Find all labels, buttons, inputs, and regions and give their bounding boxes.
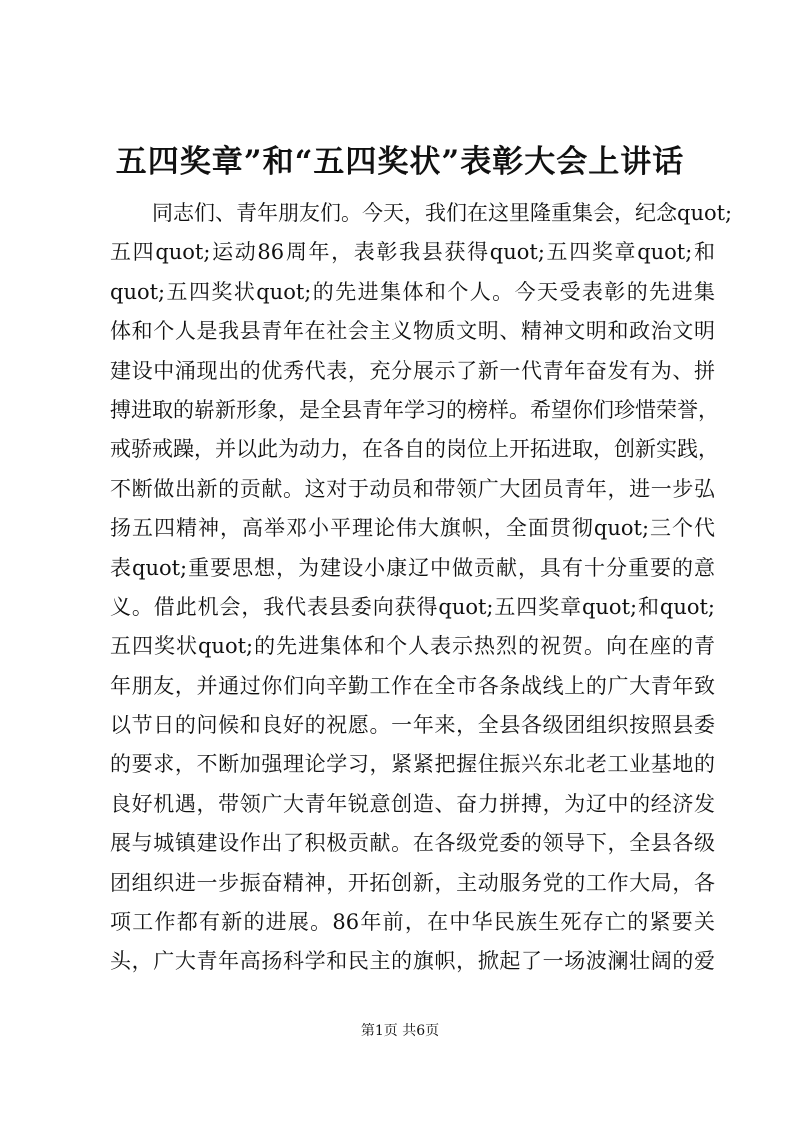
body-line: 不断做出新的贡献。这对于动员和带领广大团员青年，进一步弘 (110, 476, 715, 501)
body-line: 同志们、青年朋友们。今天，我们在这里隆重集会，纪念quot; (152, 201, 733, 225)
body-line: 以节日的问候和良好的祝愿。一年来，全县各级团组织按照县委 (110, 713, 715, 738)
body-line: 建设中涌现出的优秀代表，充分展示了新一代青年奋发有为、拼 (110, 358, 715, 383)
body-line: 五四quot;运动86周年，表彰我县获得quot;五四奖章quot;和 (110, 240, 715, 265)
body-line: quot;五四奖状quot;的先进集体和个人。今天受表彰的先进集 (110, 279, 715, 304)
body-line: 项工作都有新的进展。86年前，在中华民族生死存亡的紧要关 (110, 910, 715, 935)
document-title: 五四奖章”和“五四奖状”表彰大会上讲话 (115, 144, 685, 180)
body-line: 团组织进一步振奋精神，开拓创新，主动服务党的工作大局，各 (110, 870, 715, 895)
body-line: 扬五四精神，高举邓小平理论伟大旗帜，全面贯彻quot;三个代 (110, 516, 715, 541)
body-line: 展与城镇建设作出了积极贡献。在各级党委的领导下，全县各级 (110, 831, 715, 856)
body-line: 义。借此机会，我代表县委向获得quot;五四奖章quot;和quot; (110, 594, 715, 619)
body-line: 戒骄戒躁，并以此为动力，在各自的岗位上开拓进取，创新实践， (110, 437, 719, 462)
body-line: 良好机遇，带领广大青年锐意创造、奋力拼搏，为辽中的经济发 (110, 791, 715, 816)
body-line: 头，广大青年高扬科学和民主的旗帜，掀起了一场波澜壮阔的爱 (110, 949, 715, 974)
body-line: 的要求，不断加强理论学习，紧紧把握住振兴东北老工业基地的 (110, 752, 715, 777)
body-line: 年朋友，并通过你们向辛勤工作在全市各条战线上的广大青年致 (110, 673, 715, 698)
body-line: 五四奖状quot;的先进集体和个人表示热烈的祝贺。向在座的青 (110, 634, 715, 659)
body-line: 体和个人是我县青年在社会主义物质文明、精神文明和政治文明 (110, 319, 715, 344)
page-number-footer: 第1页 共6页 (360, 1023, 440, 1039)
body-line: 表quot;重要思想，为建设小康辽中做贡献，具有十分重要的意 (110, 555, 715, 580)
body-line: 搏进取的崭新形象，是全县青年学习的榜样。希望你们珍惜荣誉， (110, 397, 719, 422)
document-body (110, 194, 733, 982)
